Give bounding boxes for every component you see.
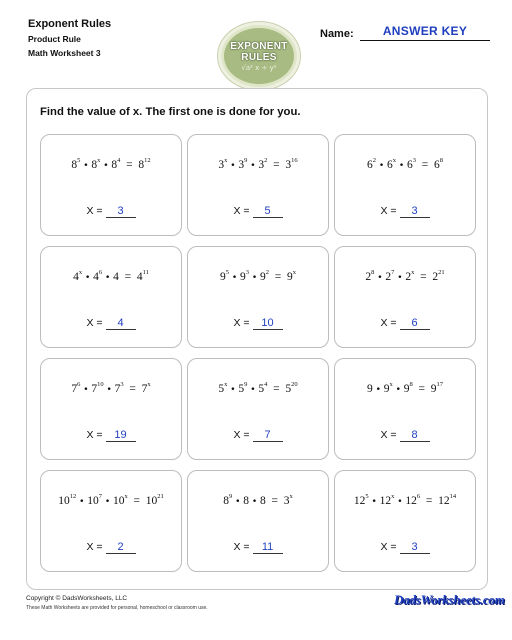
multiply-dot: • xyxy=(396,161,408,171)
rhs-base: 3 xyxy=(283,495,290,507)
term-base: 10 xyxy=(58,495,70,507)
term-exponent: 3 xyxy=(120,381,124,388)
multiply-dot: • xyxy=(394,273,406,283)
term-exponent: 2 xyxy=(265,269,270,276)
problem-equation xyxy=(335,271,475,283)
rhs-exponent: x xyxy=(147,381,151,388)
term-exponent: 3 xyxy=(245,269,249,276)
term-base: 3 xyxy=(238,159,245,171)
term-base: 9 xyxy=(219,271,226,283)
term-exponent: 9 xyxy=(244,381,248,388)
term-exponent: x xyxy=(389,381,393,388)
rhs-exponent: 11 xyxy=(142,269,149,276)
multiply-dot: • xyxy=(100,161,112,171)
rhs-exponent: 16 xyxy=(291,157,298,164)
term-exponent: 7 xyxy=(391,269,395,276)
multiply-dot: • xyxy=(392,385,404,395)
multiply-dot: • xyxy=(375,161,387,171)
term-base: 5 xyxy=(218,383,225,395)
problem-card xyxy=(187,358,329,460)
term-base: 7 xyxy=(114,383,121,395)
equals-sign: = xyxy=(414,271,433,283)
problem-card xyxy=(187,246,329,348)
rhs-base: 4 xyxy=(136,271,143,283)
problem-equation xyxy=(188,271,328,283)
equals-sign: = xyxy=(420,495,439,507)
worksheet-number: Math Worksheet 3 xyxy=(28,48,101,58)
multiply-dot: • xyxy=(227,385,239,395)
multiply-dot: • xyxy=(249,497,261,507)
rhs-exponent: 20 xyxy=(291,381,298,388)
term-base: 5 xyxy=(238,383,245,395)
term-exponent: x xyxy=(392,157,396,164)
term-base: 7 xyxy=(91,383,98,395)
multiply-dot: • xyxy=(394,497,406,507)
equals-sign: = xyxy=(120,159,139,171)
x-label: X = xyxy=(380,205,397,217)
rhs-base: 3 xyxy=(285,159,292,171)
answer-row xyxy=(41,541,181,554)
answer-value: 10 xyxy=(253,318,283,330)
term-base: 9 xyxy=(383,383,390,395)
rhs-base: 2 xyxy=(432,271,439,283)
x-label: X = xyxy=(233,205,250,217)
problem-equation xyxy=(335,495,475,507)
answer-value: 7 xyxy=(253,430,283,442)
multiply-dot: • xyxy=(102,497,114,507)
rhs-base: 5 xyxy=(285,383,292,395)
term-base: 4 xyxy=(113,271,119,283)
term-exponent: 9 xyxy=(228,493,233,500)
term-exponent: 6 xyxy=(416,493,421,500)
multiply-dot: • xyxy=(368,497,380,507)
term-base: 10 xyxy=(87,495,99,507)
term-exponent: 3 xyxy=(412,157,417,164)
multiply-dot: • xyxy=(372,385,384,395)
rhs-base: 7 xyxy=(141,383,148,395)
term-base: 2 xyxy=(385,271,392,283)
rhs-exponent: 14 xyxy=(449,493,457,500)
rhs-base: 12 xyxy=(438,495,450,507)
x-label: X = xyxy=(86,317,103,329)
term-exponent: x xyxy=(78,269,83,276)
rhs-exponent: x xyxy=(289,493,293,500)
term-base: 8 xyxy=(91,159,98,171)
problem-card xyxy=(40,358,182,460)
worksheet-title: Exponent Rules xyxy=(28,18,112,30)
problem-card xyxy=(334,358,476,460)
answer-value: 11 xyxy=(253,542,283,554)
rhs-exponent: 17 xyxy=(436,381,444,388)
x-label: X = xyxy=(380,541,397,553)
term-exponent: 6 xyxy=(98,269,103,276)
term-exponent: 7 xyxy=(98,493,102,500)
term-base: 6 xyxy=(366,159,373,171)
logo-symbols: √a² x ÷ y² xyxy=(241,63,277,72)
answer-value: 8 xyxy=(400,430,430,442)
multiply-dot: • xyxy=(247,385,259,395)
equals-sign: = xyxy=(265,495,284,507)
term-base: 9 xyxy=(366,383,373,395)
x-label: X = xyxy=(233,429,250,441)
problem-card xyxy=(334,246,476,348)
copyright-text: Copyright © DadsWorksheets, LLC xyxy=(26,595,128,602)
problem-card xyxy=(187,470,329,572)
multiply-dot: • xyxy=(80,385,92,395)
term-exponent: 4 xyxy=(264,381,268,388)
term-base: 12 xyxy=(379,495,392,507)
x-label: X = xyxy=(233,317,250,329)
answer-value: 3 xyxy=(400,206,430,218)
problem-equation xyxy=(335,383,475,395)
problem-equation xyxy=(188,159,328,171)
equals-sign: = xyxy=(416,159,435,171)
problem-equation xyxy=(41,495,181,507)
multiply-dot: • xyxy=(80,161,92,171)
equals-sign: = xyxy=(269,271,288,283)
term-base: 4 xyxy=(73,271,79,283)
problem-card xyxy=(40,246,182,348)
term-exponent: 2 xyxy=(372,157,376,164)
equals-sign: = xyxy=(127,495,146,507)
term-base: 2 xyxy=(365,271,372,283)
term-exponent: 5 xyxy=(365,493,369,500)
rhs-base: 9 xyxy=(430,383,437,395)
usage-note: These Math Worksheets are provided for personal, homeschool or classroom use. xyxy=(26,605,208,611)
multiply-dot: • xyxy=(82,273,94,283)
problem-equation xyxy=(188,495,328,507)
term-exponent: x xyxy=(124,493,128,500)
term-base: 6 xyxy=(407,159,413,171)
answer-value: 2 xyxy=(106,542,136,554)
term-base: 5 xyxy=(258,383,265,395)
footer xyxy=(26,595,208,611)
answer-value: 3 xyxy=(400,542,430,554)
problem-equation xyxy=(335,159,475,171)
rhs-base: 10 xyxy=(145,495,158,507)
term-exponent: 6 xyxy=(77,381,81,388)
multiply-dot: • xyxy=(374,273,386,283)
multiply-dot: • xyxy=(232,497,244,507)
term-exponent: 8 xyxy=(371,269,375,276)
multiply-dot: • xyxy=(76,497,88,507)
multiply-dot: • xyxy=(102,273,114,283)
answer-row xyxy=(188,429,328,442)
rhs-base: 8 xyxy=(138,159,145,171)
worksheet-subtitle: Product Rule xyxy=(28,34,81,44)
answer-row xyxy=(188,541,328,554)
equals-sign: = xyxy=(267,159,286,171)
logo-line1: EXPONENT xyxy=(230,40,288,52)
dadsworksheets-logo: DadsWorksheets.com xyxy=(394,592,505,607)
term-base: 8 xyxy=(223,495,229,507)
term-exponent: 5 xyxy=(77,157,81,164)
term-base: 12 xyxy=(353,495,366,507)
answer-row xyxy=(335,205,475,218)
multiply-dot: • xyxy=(103,385,115,395)
answer-row xyxy=(41,429,181,442)
name-line xyxy=(360,40,490,41)
term-exponent: 4 xyxy=(117,157,121,164)
term-exponent: 8 xyxy=(409,381,413,388)
problem-equation xyxy=(188,383,328,395)
problem-equation xyxy=(41,159,181,171)
answer-row xyxy=(335,541,475,554)
term-exponent: 12 xyxy=(69,493,77,500)
equals-sign: = xyxy=(123,383,142,395)
x-label: X = xyxy=(86,429,103,441)
exponent-rules-logo xyxy=(218,22,300,90)
term-base: 3 xyxy=(258,159,265,171)
x-label: X = xyxy=(380,317,397,329)
multiply-dot: • xyxy=(228,273,240,283)
term-exponent: 10 xyxy=(97,381,104,388)
multiply-dot: • xyxy=(249,273,261,283)
term-exponent: 2 xyxy=(264,157,268,164)
multiply-dot: • xyxy=(247,161,259,171)
term-base: 9 xyxy=(403,383,410,395)
answer-value: 3 xyxy=(106,206,136,218)
term-exponent: x xyxy=(411,269,415,276)
x-label: X = xyxy=(380,429,397,441)
x-label: X = xyxy=(233,541,250,553)
term-exponent: x xyxy=(224,157,228,164)
answer-row xyxy=(41,205,181,218)
answer-key-text: ANSWER KEY xyxy=(382,24,468,38)
term-exponent: x xyxy=(391,493,395,500)
term-base: 6 xyxy=(387,159,393,171)
instructions: Find the value of x. The first one is done for you. xyxy=(40,106,301,118)
equals-sign: = xyxy=(118,271,137,283)
problem-card xyxy=(334,134,476,236)
problem-card xyxy=(40,134,182,236)
term-base: 8 xyxy=(111,159,118,171)
rhs-exponent: 21 xyxy=(438,269,445,276)
answer-row xyxy=(41,317,181,330)
answer-row xyxy=(335,429,475,442)
rhs-base: 9 xyxy=(287,271,293,283)
term-exponent: x xyxy=(97,157,101,164)
term-base: 4 xyxy=(93,271,99,283)
multiply-dot: • xyxy=(227,161,239,171)
name-label: Name: xyxy=(320,28,354,40)
rhs-exponent: 12 xyxy=(144,157,151,164)
problem-equation xyxy=(41,271,181,283)
term-base: 9 xyxy=(240,271,246,283)
term-base: 8 xyxy=(71,159,78,171)
problem-card xyxy=(40,470,182,572)
answer-row xyxy=(188,317,328,330)
answer-value: 19 xyxy=(106,430,136,442)
term-exponent: 9 xyxy=(244,157,248,164)
worksheet-header xyxy=(28,18,111,58)
problem-equation xyxy=(41,383,181,395)
answer-value: 6 xyxy=(400,318,430,330)
term-exponent: 5 xyxy=(225,269,229,276)
rhs-exponent: x xyxy=(292,269,297,276)
x-label: X = xyxy=(86,541,103,553)
x-label: X = xyxy=(86,205,103,217)
answer-row xyxy=(335,317,475,330)
rhs-exponent: 21 xyxy=(157,493,164,500)
answer-value: 5 xyxy=(253,206,283,218)
answer-row xyxy=(188,205,328,218)
term-base: 8 xyxy=(243,495,249,507)
equals-sign: = xyxy=(267,383,286,395)
problem-card xyxy=(334,470,476,572)
term-base: 9 xyxy=(260,271,266,283)
answer-value: 4 xyxy=(106,318,136,330)
term-base: 12 xyxy=(405,495,417,507)
rhs-base: 6 xyxy=(434,159,440,171)
term-base: 2 xyxy=(405,271,412,283)
term-base: 7 xyxy=(71,383,78,395)
problem-card xyxy=(187,134,329,236)
term-base: 8 xyxy=(260,495,266,507)
term-base: 3 xyxy=(218,159,225,171)
logo-line2: RULES xyxy=(241,51,277,63)
term-exponent: x xyxy=(224,381,228,388)
equals-sign: = xyxy=(412,383,431,395)
rhs-exponent: 8 xyxy=(439,157,444,164)
term-base: 10 xyxy=(113,495,125,507)
